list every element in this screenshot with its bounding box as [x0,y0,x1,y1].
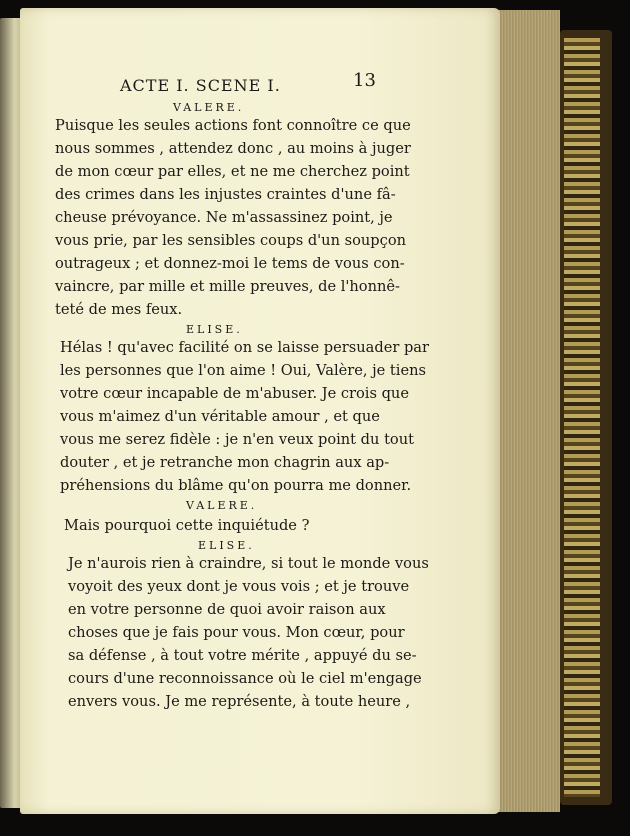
text-line: vous m'aimez d'un véritable amour , et que [60,408,380,425]
text-line: douter , et je retranche mon chagrin aux ap- [60,454,390,471]
text-line: Hélas ! qu'avec facilité on se laisse persuader par [60,339,429,356]
text-line: vous me serez fidèle : je n'en veux point du tout [60,431,414,448]
text-line: cours d'une reconnoissance où le ciel m'engage [68,670,422,687]
book-spine [560,30,612,805]
speaker-name: VALERE. [186,499,258,512]
text-line: des crimes dans les injustes craintes d'une fâ- [55,186,396,203]
text-line: vous prie, par les sensibles coups d'un soupçon [55,232,406,249]
text-line: teté de mes feux. [55,301,183,318]
text-line: préhensions du blâme qu'on pourra me donner. [60,477,412,494]
text-line: votre cœur incapable de m'abuser. Je crois que [60,385,409,402]
text-line: les personnes que l'on aime ! Oui, Valère, je tiens [60,362,426,379]
text-line: outrageux ; et donnez-moi le tems de vous con- [55,255,405,272]
speaker-name: VALERE. [173,101,245,114]
page-number: 13 [353,70,376,91]
speaker-name: ELISE. [198,539,255,552]
text-line: en votre personne de quoi avoir raison aux [68,601,386,618]
text-line: Je n'aurois rien à craindre, si tout le monde vous [68,555,429,572]
text-line: envers vous. Je me représente, à toute heure , [68,693,411,710]
spine-decoration [564,38,600,797]
speaker-name: ELISE. [186,323,243,336]
running-title: ACTE I. SCENE I. [120,76,281,95]
text-line: cheuse prévoyance. Ne m'assassinez point, je [55,209,393,226]
text-line: vaincre, par mille et mille preuves, de l'honnê- [55,278,400,295]
text-line: sa défense , à tout votre mérite , appuyé du se- [68,647,417,664]
text-line: Mais pourquoi cette inquiétude ? [64,517,310,534]
text-line: voyoit des yeux dont je vous vois ; et je trouve [68,578,410,595]
text-line: Puisque les seules actions font connoître ce que [55,117,411,134]
text-line: nous sommes , attendez donc , au moins à juger [55,140,411,157]
text-line: de mon cœur par elles, et ne me cherchez point [55,163,410,180]
text-line: choses que je fais pour vous. Mon cœur, pour [68,624,405,641]
